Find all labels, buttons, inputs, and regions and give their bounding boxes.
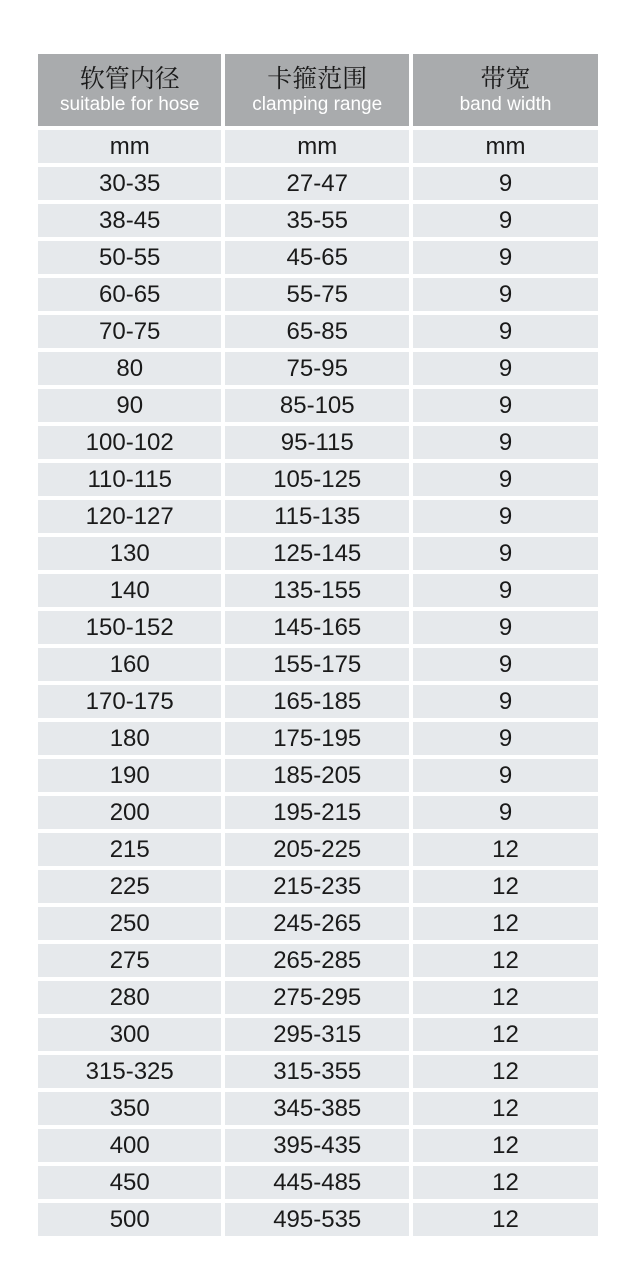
header-clamping-range-zh: 卡箍范围 [267, 64, 368, 93]
table-row [38, 163, 598, 200]
table-row [38, 311, 598, 348]
table-row [38, 1199, 598, 1236]
table-row [38, 829, 598, 866]
hose-size-cell: 110-115 [38, 459, 225, 496]
band-width-cell: 9 [413, 755, 598, 792]
hose-size-cell: 190 [38, 755, 225, 792]
clamping-range-cell: 165-185 [225, 681, 413, 718]
hose-size-cell: 38-45 [38, 200, 225, 237]
clamping-range-cell: 135-155 [225, 570, 413, 607]
clamping-range-cell: 315-355 [225, 1051, 413, 1088]
hose-size-cell: 50-55 [38, 237, 225, 274]
hose-size-cell: 100-102 [38, 422, 225, 459]
band-width-cell: 9 [413, 496, 598, 533]
hose-size-cell: 90 [38, 385, 225, 422]
table-row [38, 977, 598, 1014]
band-width-cell: 9 [413, 792, 598, 829]
band-width-cell: 9 [413, 385, 598, 422]
band-width-cell: 9 [413, 422, 598, 459]
band-width-cell: 12 [413, 1088, 598, 1125]
clamping-range-cell: 445-485 [225, 1162, 413, 1199]
clamping-range-cell: 105-125 [225, 459, 413, 496]
band-width-cell: 9 [413, 607, 598, 644]
header-hose-size-en: suitable for hose [60, 94, 200, 115]
band-width-cell: 12 [413, 1014, 598, 1051]
clamping-range-cell: 95-115 [225, 422, 413, 459]
band-width-cell: 12 [413, 866, 598, 903]
table-row [38, 1051, 598, 1088]
clamping-range-cell: 85-105 [225, 385, 413, 422]
clamping-range-cell: 205-225 [225, 829, 413, 866]
clamping-range-cell: 145-165 [225, 607, 413, 644]
table-row [38, 1162, 598, 1199]
band-width-cell: 9 [413, 163, 598, 200]
clamping-range-cell: 45-65 [225, 237, 413, 274]
band-width-cell: 9 [413, 644, 598, 681]
table-header-row [38, 54, 598, 126]
band-width-cell: 9 [413, 533, 598, 570]
clamping-range-cell: 55-75 [225, 274, 413, 311]
clamping-range-cell: 275-295 [225, 977, 413, 1014]
hose-clamp-spec-table [38, 54, 598, 1236]
clamping-range-cell: 65-85 [225, 311, 413, 348]
table-row [38, 237, 598, 274]
band-width-cell: 12 [413, 1162, 598, 1199]
header-band-width [413, 54, 598, 126]
table-row [38, 792, 598, 829]
band-width-cell: 9 [413, 274, 598, 311]
clamping-range-cell: 27-47 [225, 163, 413, 200]
table-row [38, 1088, 598, 1125]
clamping-range-cell: 35-55 [225, 200, 413, 237]
hose-size-cell: 60-65 [38, 274, 225, 311]
table-row [38, 1014, 598, 1051]
band-width-cell: 9 [413, 311, 598, 348]
table-row [38, 940, 598, 977]
hose-size-cell: 170-175 [38, 681, 225, 718]
clamping-range-cell: 495-535 [225, 1199, 413, 1236]
table-row [38, 422, 598, 459]
header-hose-size-zh: 软管内径 [79, 64, 180, 93]
table-row [38, 903, 598, 940]
unit-cell: mm [38, 126, 225, 163]
unit-cell: mm [225, 126, 413, 163]
units-row [38, 126, 598, 163]
table-row [38, 200, 598, 237]
hose-size-cell: 80 [38, 348, 225, 385]
clamping-range-cell: 345-385 [225, 1088, 413, 1125]
hose-size-cell: 280 [38, 977, 225, 1014]
hose-size-cell: 250 [38, 903, 225, 940]
band-width-cell: 9 [413, 681, 598, 718]
clamping-range-cell: 185-205 [225, 755, 413, 792]
table-row [38, 866, 598, 903]
header-clamping-range [225, 54, 413, 126]
clamping-range-cell: 215-235 [225, 866, 413, 903]
table-row [38, 644, 598, 681]
table-row [38, 459, 598, 496]
clamping-range-cell: 395-435 [225, 1125, 413, 1162]
hose-size-cell: 315-325 [38, 1051, 225, 1088]
hose-size-cell: 225 [38, 866, 225, 903]
table-row [38, 1125, 598, 1162]
hose-size-cell: 150-152 [38, 607, 225, 644]
hose-size-cell: 500 [38, 1199, 225, 1236]
table-row [38, 681, 598, 718]
header-hose-size [38, 54, 225, 126]
table-row [38, 274, 598, 311]
band-width-cell: 12 [413, 1125, 598, 1162]
hose-size-cell: 130 [38, 533, 225, 570]
clamping-range-cell: 115-135 [225, 496, 413, 533]
table-row [38, 533, 598, 570]
hose-size-cell: 160 [38, 644, 225, 681]
hose-size-cell: 180 [38, 718, 225, 755]
band-width-cell: 9 [413, 718, 598, 755]
table-row [38, 718, 598, 755]
hose-size-cell: 300 [38, 1014, 225, 1051]
band-width-cell: 9 [413, 348, 598, 385]
hose-size-cell: 120-127 [38, 496, 225, 533]
clamping-range-cell: 75-95 [225, 348, 413, 385]
band-width-cell: 12 [413, 903, 598, 940]
band-width-cell: 9 [413, 237, 598, 274]
table-row [38, 570, 598, 607]
unit-cell: mm [413, 126, 598, 163]
hose-size-cell: 140 [38, 570, 225, 607]
clamping-range-cell: 245-265 [225, 903, 413, 940]
clamping-range-cell: 195-215 [225, 792, 413, 829]
table-row [38, 607, 598, 644]
header-band-width-zh: 带宽 [480, 64, 531, 93]
clamping-range-cell: 295-315 [225, 1014, 413, 1051]
hose-size-cell: 400 [38, 1125, 225, 1162]
band-width-cell: 12 [413, 977, 598, 1014]
clamping-range-cell: 265-285 [225, 940, 413, 977]
hose-size-cell: 215 [38, 829, 225, 866]
band-width-cell: 12 [413, 1051, 598, 1088]
table-row [38, 348, 598, 385]
band-width-cell: 9 [413, 459, 598, 496]
header-band-width-en: band width [459, 94, 552, 115]
table-row [38, 385, 598, 422]
band-width-cell: 9 [413, 200, 598, 237]
hose-size-cell: 200 [38, 792, 225, 829]
table-row [38, 755, 598, 792]
table-row [38, 496, 598, 533]
hose-size-cell: 30-35 [38, 163, 225, 200]
hose-size-cell: 275 [38, 940, 225, 977]
band-width-cell: 12 [413, 829, 598, 866]
hose-size-cell: 450 [38, 1162, 225, 1199]
header-clamping-range-en: clamping range [252, 94, 383, 115]
hose-size-cell: 350 [38, 1088, 225, 1125]
band-width-cell: 12 [413, 940, 598, 977]
clamping-range-cell: 155-175 [225, 644, 413, 681]
clamping-range-cell: 125-145 [225, 533, 413, 570]
band-width-cell: 9 [413, 570, 598, 607]
band-width-cell: 12 [413, 1199, 598, 1236]
hose-size-cell: 70-75 [38, 311, 225, 348]
clamping-range-cell: 175-195 [225, 718, 413, 755]
